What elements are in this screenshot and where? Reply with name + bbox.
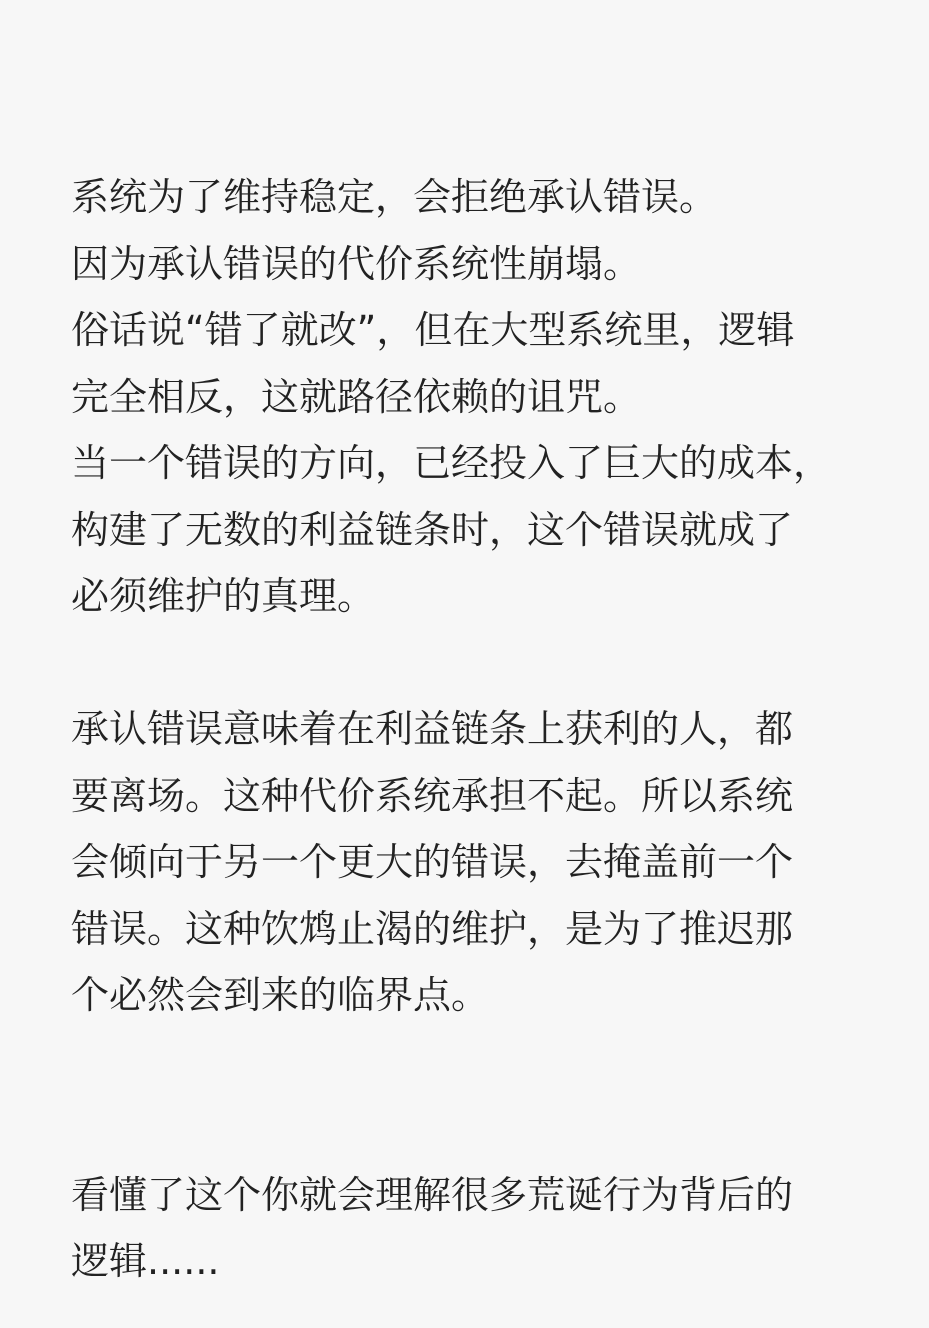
paragraph-spacer (71, 1029, 901, 1162)
text-line: 会倾向于另一个更大的错误，去掩盖前一个 (71, 840, 794, 884)
paragraph-2 (71, 696, 901, 1029)
text-line: 当一个错误的方向，已经投入了巨大的成本， (71, 441, 832, 485)
text-line: 看懂了这个你就会理解很多荒诞行为背后的 (71, 1172, 794, 1217)
document-body (71, 164, 901, 1295)
text-line: 个必然会到来的临界点。 (71, 973, 490, 1017)
text-line: 完全相反，这就路径依赖的诅咒。 (71, 374, 642, 419)
text-line: 要离场。这种代价系统承担不起。所以系统 (71, 773, 794, 818)
text-line: 逻辑...... (71, 1239, 220, 1283)
paragraph-3 (71, 1162, 901, 1295)
text-line: 错误。这种饮鸩止渴的维护，是为了推迟那 (71, 906, 794, 951)
text-line: 系统为了维持稳定，会拒绝承认错误。 (71, 175, 718, 219)
text-line: 承认错误意味着在利益链条上获利的人，都 (71, 707, 794, 751)
text-line: 构建了无数的利益链条时，这个错误就成了 (71, 507, 794, 552)
text-line: 俗话说“错了就改”，但在大型系统里，逻辑 (71, 308, 795, 352)
text-line: 因为承认错误的代价系统性崩塌。 (71, 241, 642, 286)
text-line: 必须维护的真理。 (71, 574, 376, 618)
paragraph-spacer (71, 630, 901, 697)
paragraph-1 (71, 164, 901, 630)
